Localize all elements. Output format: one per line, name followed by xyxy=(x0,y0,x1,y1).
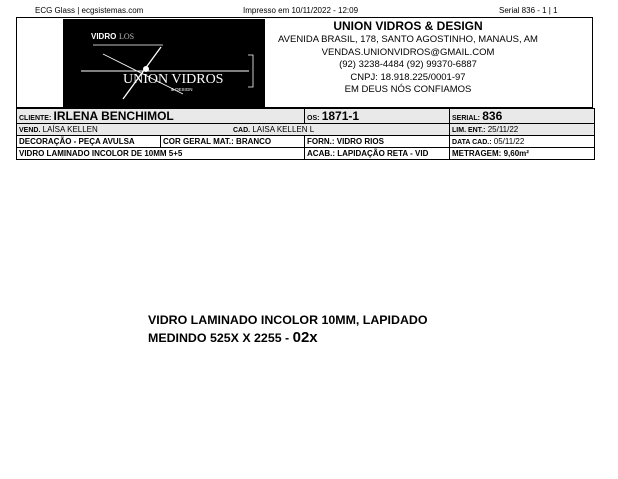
seller-row xyxy=(17,124,595,136)
os-number: 1871-1 xyxy=(321,109,360,123)
finish-cell: ACAB.: LAPIDAÇÃO RETA - VID xyxy=(305,148,450,160)
serial-number: 836 xyxy=(482,109,503,123)
page-serial: Serial 836 - 1 | 1 xyxy=(499,6,558,15)
supplier-cell: FORN.: VIDRO RIOS xyxy=(305,136,450,148)
logo-small-suffix: LOS xyxy=(119,32,135,41)
order-info-table xyxy=(16,108,595,160)
document-header xyxy=(16,17,593,108)
decoration-row xyxy=(17,136,595,148)
data-cad-cell: DATA CAD.: 05/11/22 xyxy=(450,136,595,148)
company-logo xyxy=(63,19,265,107)
seller-name: LAÍSA KELLEN xyxy=(42,125,98,134)
company-phones: (92) 3238-4484 (92) 99370-6887 xyxy=(339,59,477,71)
company-name: UNION VIDROS & DESIGN xyxy=(333,19,483,33)
metragem-cell: METRAGEM: 9,60m² xyxy=(450,148,595,160)
item-description xyxy=(148,311,427,347)
company-info xyxy=(277,19,539,97)
logo-small-text: VIDRO xyxy=(91,32,117,41)
description-line-1: VIDRO LAMINADO INCOLOR 10MM, LAPIDADO xyxy=(148,313,428,327)
software-credit: ECG Glass | ecgsistemas.com xyxy=(35,6,144,15)
glass-type-cell: VIDRO LAMINADO INCOLOR DE 10MM 5+5 xyxy=(17,148,305,160)
client-name: IRLENA BENCHIMOL xyxy=(53,109,174,123)
description-line-2: MEDINDO 525X X 2255 - 02x xyxy=(148,329,318,346)
decoration-cell: DECORAÇÃO - PEÇA AVULSA xyxy=(17,136,161,148)
lim-cell: LIM. ENT.: 25/11/22 xyxy=(450,124,595,136)
company-address: AVENIDA BRASIL, 178, SANTO AGOSTINHO, MANAUS, AM xyxy=(278,34,538,45)
client-cell: CLIENTE: IRLENA BENCHIMOL xyxy=(17,109,305,124)
client-row xyxy=(17,109,595,124)
os-cell: OS: 1871-1 xyxy=(305,109,450,124)
logo-tagline: & DESIGN xyxy=(171,87,193,92)
company-motto: EM DEUS NÓS CONFIAMOS xyxy=(344,84,472,96)
registered-by: LAISA KELLEN L xyxy=(252,125,315,134)
glass-row xyxy=(17,148,595,160)
data-cad-date: 05/11/22 xyxy=(493,137,525,146)
serial-cell: SERIAL: 836 xyxy=(450,109,595,124)
color-cell: COR GERAL MAT.: BRANCO xyxy=(161,136,305,148)
company-email: VENDAS.UNIONVIDROS@GMAIL.COM xyxy=(321,46,495,58)
logo-brand-text: UNION VIDROS xyxy=(123,72,224,87)
company-cnpj: CNPJ: 18.918.225/0001-97 xyxy=(350,71,466,83)
print-timestamp: Impresso em 10/11/2022 - 12:09 xyxy=(243,6,359,15)
lim-date: 25/11/22 xyxy=(487,125,519,134)
quantity: 02x xyxy=(292,329,318,346)
seller-cell: VEND. LAÍSA KELLEN CAD. LAISA KELLEN L xyxy=(17,124,450,136)
